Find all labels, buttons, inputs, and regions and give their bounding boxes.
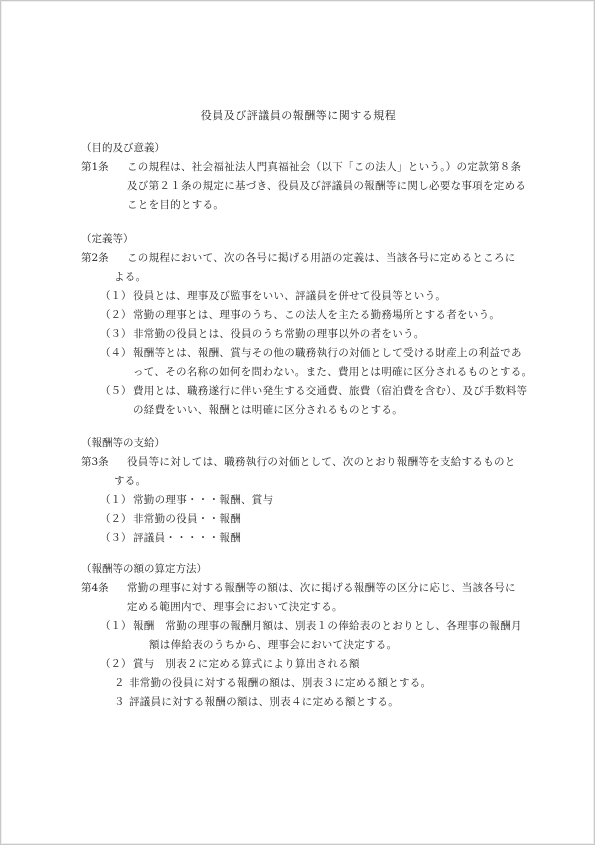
item-number: （５） [100, 385, 132, 397]
item-text: 常勤の理事とは、理事のうち、この法人を主たる勤務場所とする者をいう。 [133, 309, 501, 321]
item-number: （４） [100, 347, 132, 359]
article-number-1: 第1条 [81, 161, 109, 173]
item-text: 役員とは、理事及び監事をいい、評議員を併せて役員等という。 [133, 290, 447, 302]
item-text: 常勤の理事・・・報酬、賞与 [133, 494, 274, 506]
article-1-line-1: この規程は、社会福祉法人門真福祉会（以下「この法人」という。）の定款第８条 [127, 161, 522, 173]
article-3-line-2: する。 [114, 475, 147, 487]
section-heading-calculation: （報酬等の額の算定方法） [81, 563, 207, 575]
item-number: （１） [100, 494, 132, 506]
section-heading-purpose: （目的及び意義） [81, 142, 165, 154]
item-number: （１） [100, 620, 132, 632]
article-number-2: 第2条 [81, 252, 109, 264]
paragraph-text: 非常勤の役員に対する報酬の額は、別表３に定める額とする。 [129, 677, 432, 689]
article-3-line-1: 役員等に対しては、職務執行の対価として、次のとおり報酬等を支給するものと [127, 456, 516, 468]
item-number: （２） [100, 309, 132, 321]
section-heading-payment: （報酬等の支給） [81, 437, 165, 449]
item-number: （３） [100, 328, 132, 340]
article-1-line-2: 及び第２１条の規定に基づき、役員及び評議員の報酬等に関し必要な事項を定める [127, 180, 527, 192]
item-text: 報酬等とは、報酬、賞与その他の職務執行の対価として受ける財産上の利益であ [133, 347, 522, 359]
paragraph-text: 評議員に対する報酬の額は、別表４に定める額とする。 [129, 696, 399, 708]
paragraph-number: ３ [114, 696, 125, 708]
item-text: 賞与 別表２に定める算式により算出される額 [133, 658, 360, 670]
article-2-line-1: この規程において、次の各号に掲げる用語の定義は、当該各号に定めるところに [127, 252, 516, 264]
section-heading-definitions: （定義等） [81, 233, 134, 245]
item-text: 評議員・・・・・報酬 [133, 532, 241, 544]
article-number-3: 第3条 [81, 456, 109, 468]
item-text-continued: って、その名称の如何を問わない。また、費用とは明確に区分されるものとする。 [133, 366, 533, 378]
item-number: （２） [100, 658, 132, 670]
item-text: 報酬 常勤の理事の報酬月額は、別表１の俸給表のとおりとし、各理事の報酬月 [133, 620, 522, 632]
item-number: （２） [100, 513, 132, 525]
document-title: 役員及び評議員の報酬等に関する規程 [200, 109, 397, 122]
item-number: （１） [100, 290, 132, 302]
item-number: （３） [100, 532, 132, 544]
article-4-line-1: 常勤の理事に対する報酬等の額は、次に掲げる報酬等の区分に応じ、当該各号に [127, 582, 516, 594]
item-text-continued: の経費をいい、報酬とは明確に区分されるものとする。 [133, 404, 403, 416]
article-2-line-2: よる。 [114, 271, 147, 283]
paragraph-number: ２ [114, 677, 125, 689]
article-1-line-3: ことを目的とする。 [127, 199, 225, 211]
article-number-4: 第4条 [81, 582, 109, 594]
item-text-continued: 額は俸給表のうちから、理事会において決定する。 [149, 639, 398, 651]
article-4-line-2: 定める範囲内で、理事会において決定する。 [127, 601, 343, 613]
item-text: 非常勤の役員とは、役員のうち常勤の理事以外の者をいう。 [133, 328, 425, 340]
item-text: 非常勤の役員・・報酬 [133, 513, 241, 525]
item-text: 費用とは、職務遂行に伴い発生する交通費、旅費（宿泊費を含む）、及び手数料等 [133, 385, 528, 397]
